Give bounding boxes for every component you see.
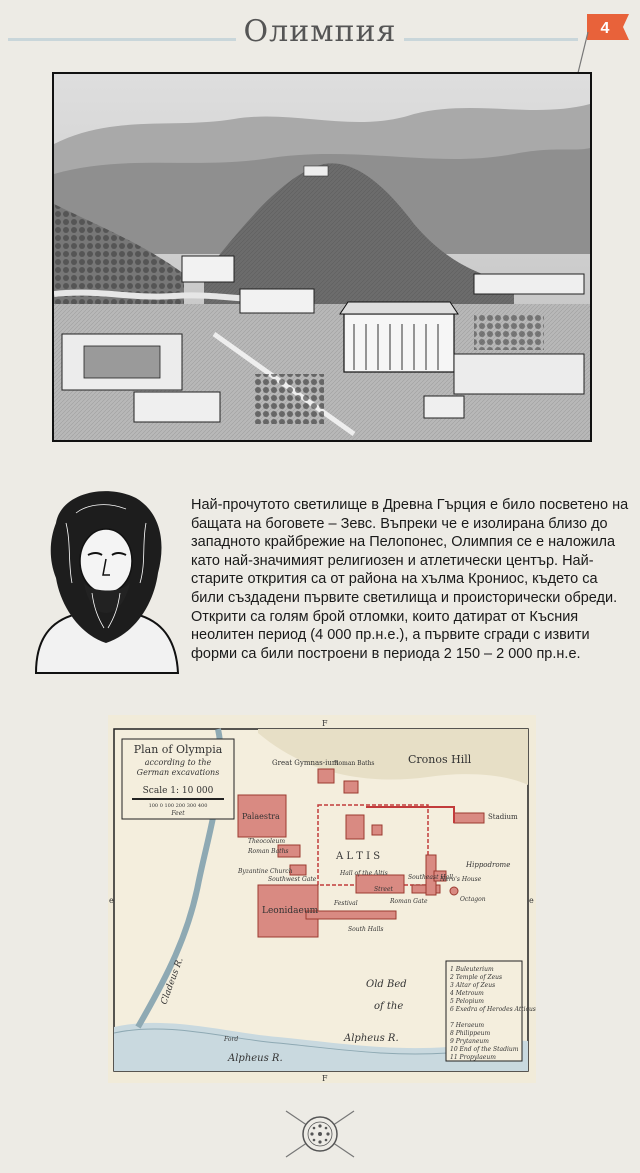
- map-edge-right: e: [529, 896, 534, 905]
- intro-paragraph: Най-прочутото светилище в Древна Гърция е било посветено на бащата на боговете – Зевс. Въпреки че е изолирана близо до западното крайбрежие на Пелопонес, Олимпия се е наложила като най-значимият религиозен и атлетически център. Най-старите открития са от района на хълма Крониос, където са били създадени първите светилища и происторически обреди. Открити са голям брой отломки, които датират от Късния неолитен период (4 000 пр.н.е.), а първите сгради с извити форми са били построени в периода 2 150 – 2 000 пр.н.е.: [191, 497, 629, 662]
- map-edge-left: e: [109, 896, 114, 905]
- map-label-hippodrome: Hippodrome: [466, 861, 511, 869]
- map-edge-bottom: F: [322, 1074, 328, 1083]
- map-label-great-gymnasium: Great Gymnas-ium: [272, 759, 339, 767]
- map-edge-top: F: [322, 719, 328, 728]
- map-label-neros-house: Nero's House: [440, 876, 482, 883]
- map-scale-unit: Feet: [171, 810, 185, 817]
- map-legend-item: 1 Buleuterium: [450, 966, 494, 973]
- map-label-of-the: of the: [374, 1001, 404, 1012]
- map-label-cronos-hill: Cronos Hill: [408, 753, 472, 766]
- page-number: 4: [600, 20, 610, 37]
- map-legend-item: 9 Prytaneum: [450, 1038, 489, 1045]
- map-label-southeast-hall: Southeast Hall: [408, 874, 454, 881]
- map-legend-item: 3 Altar of Zeus: [450, 982, 496, 989]
- map-label-roman-baths-north: Roman Baths: [334, 760, 375, 767]
- map-subtitle-2: German excavations: [136, 768, 220, 777]
- map-scale-ticks: 100 0 100 200 300 400: [148, 803, 208, 809]
- map-legend-item: 11 Propylaeum: [450, 1054, 496, 1061]
- map-label-alpheus-2: Alpheus R.: [228, 1053, 283, 1064]
- map-label-street: Street: [374, 886, 393, 893]
- map-label-southwest-gate: Southwest Gate: [268, 876, 317, 883]
- map-title: Plan of Olympia: [133, 743, 223, 756]
- map-label-palaestra: Palaestra: [242, 812, 280, 821]
- map-label-leonidaeum: Leonidaeum: [262, 906, 319, 916]
- map-scale: Scale 1: 10 000: [142, 786, 214, 796]
- map-label-roman-gate: Roman Gate: [390, 898, 428, 905]
- map-legend-item: 2 Temple of Zeus: [450, 974, 503, 981]
- map-legend-item: 6 Exedra of Herodes Atticus: [450, 1006, 536, 1013]
- map-legend-item: 8 Philippeum: [450, 1030, 491, 1037]
- olympia-illustration: [52, 72, 592, 442]
- compass-emblem-icon: [282, 1105, 358, 1163]
- olympia-plan-map: [108, 715, 536, 1083]
- map-label-old-bed: Old Bed: [366, 979, 407, 990]
- map-legend-item: 5 Pelopium: [450, 998, 484, 1005]
- map-legend-item: 10 End of the Stadium: [450, 1046, 519, 1053]
- map-label-ford: Ford: [224, 1036, 239, 1043]
- map-label-hall-of-altis: Hall of the Altis: [340, 870, 388, 877]
- map-label-roman-baths: Roman Baths: [248, 848, 289, 855]
- map-label-altis: A L T I S: [336, 851, 381, 862]
- map-legend-item: 7 Heraeum: [450, 1022, 485, 1029]
- map-label-south-halls: South Halls: [348, 926, 384, 933]
- map-label-octagon: Octagon: [460, 896, 486, 903]
- map-label-alpheus: Alpheus R.: [344, 1033, 399, 1044]
- map-subtitle-1: according to the: [144, 758, 212, 767]
- map-label-theocoleum: Theocoleum: [248, 838, 286, 845]
- map-label-stadium: Stadium: [488, 813, 518, 821]
- page-title: Олимпия: [0, 14, 640, 49]
- zeus-bust-illustration: [26, 483, 186, 678]
- map-label-byzantine-church: Byzantine Church: [238, 868, 293, 875]
- map-label-cladeus: Cladeus R.: [159, 956, 186, 1007]
- map-legend-item: 4 Metroum: [450, 990, 484, 997]
- map-label-festival: Festival: [334, 900, 358, 907]
